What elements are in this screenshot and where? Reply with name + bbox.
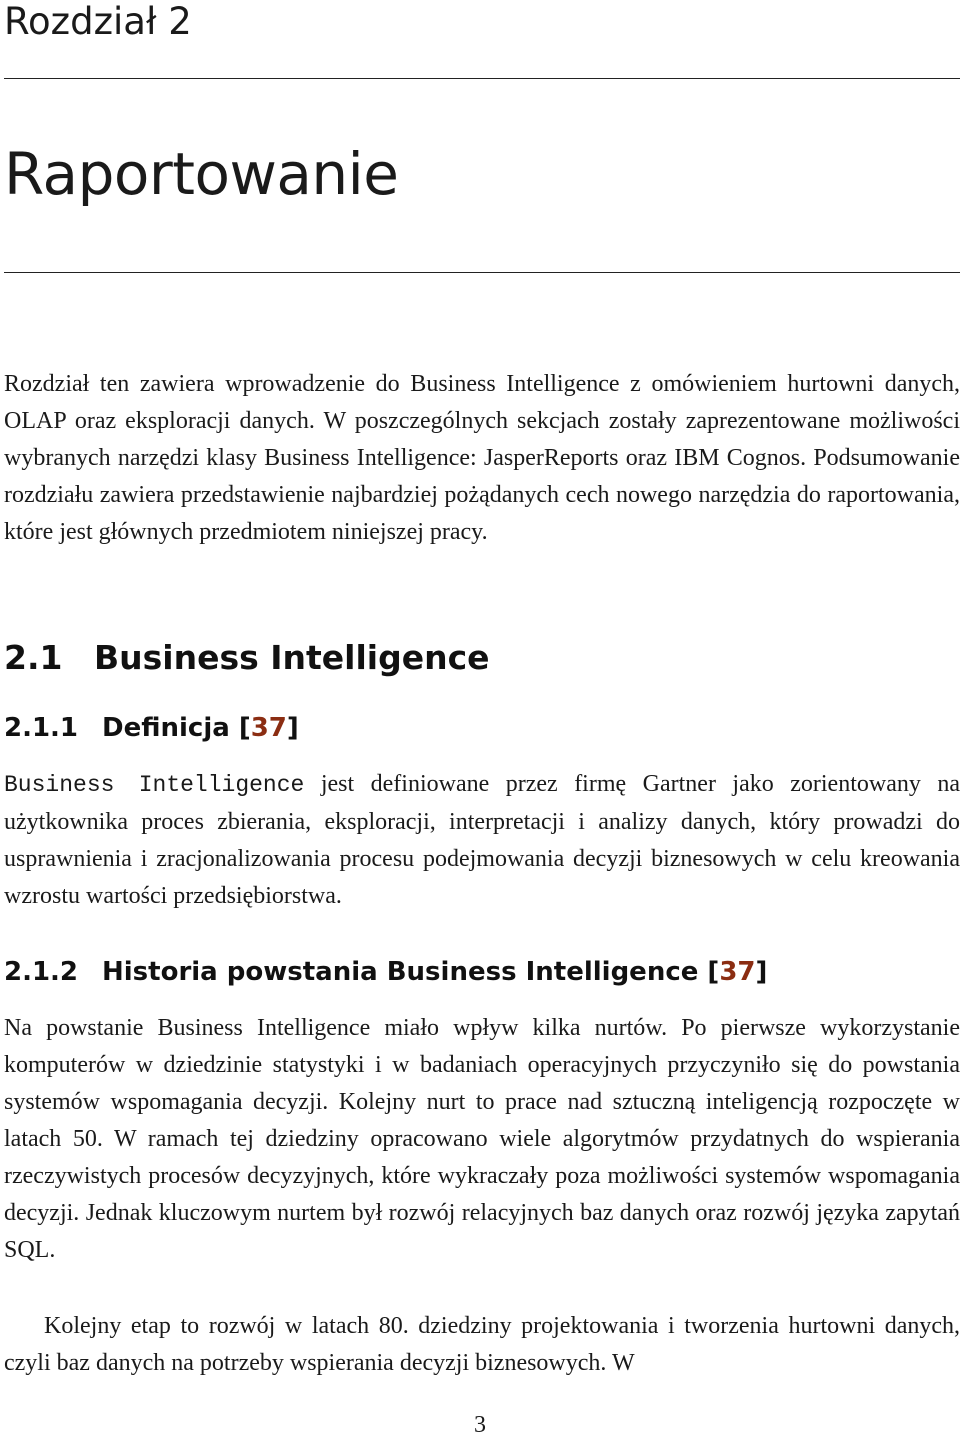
definition-body: jest definiowane przez firmę Gartner jako zorientowany na użytkownika proces zbierania, eksploracji, interpretacji i analizy danych, który prowadzi do usprawnienia i zracjonalizowania procesu podejmowania decyzji biznesowych w celu kreowania wzrostu wartości przedsiębiorstwa. bbox=[4, 771, 960, 909]
top-rule bbox=[4, 78, 960, 79]
term-monospace: Business Intelligence bbox=[4, 772, 305, 798]
subsection-title: Historia powstania Business Intelligence [ bbox=[102, 957, 720, 987]
bottom-rule bbox=[4, 272, 960, 273]
chapter-label: Rozdział 2 bbox=[4, 0, 192, 43]
page-number: 3 bbox=[474, 1412, 486, 1438]
section-number: 2.1 bbox=[4, 638, 63, 677]
subsection-number: 2.1.1 bbox=[4, 713, 79, 743]
citation-link[interactable]: 37 bbox=[250, 713, 287, 743]
subsection-number: 2.1.2 bbox=[4, 957, 79, 987]
chapter-title: Raportowanie bbox=[4, 140, 399, 208]
bracket-close: ] bbox=[286, 713, 299, 743]
subsection-heading-history bbox=[4, 954, 767, 990]
history-paragraph-2: Kolejny etap to rozwój w latach 80. dziedziny projektowania i tworzenia hurtowni danych, czyli baz danych na potrzeby wspierania decyzji biznesowych. W bbox=[4, 1313, 960, 1376]
subsection-heading-definition bbox=[4, 710, 299, 746]
citation-link[interactable]: 37 bbox=[719, 957, 756, 987]
intro-paragraph: Rozdział ten zawiera wprowadzenie do Business Intelligence z omówieniem hurtowni danych, OLAP oraz eksploracji danych. W poszczególnych sekcjach zostały zaprezentowane możliwości wybranych narzędzi klasy Business Intelligence: JasperReports oraz IBM Cognos. Podsumowanie rozdziału zawiera przedstawienie najbardziej pożądanych cech nowego narzędzia do raportowania, które jest głównych przedmiotem niniejszej pracy. bbox=[4, 371, 960, 545]
bracket-close: ] bbox=[755, 957, 768, 987]
section-heading bbox=[4, 636, 490, 680]
history-paragraph-1: Na powstanie Business Intelligence miało wpływ kilka nurtów. Po pierwsze wykorzystanie komputerów w dziedzinie statystyki i w badaniach operacyjnych przyczyniło się do powstania systemów wspomagania decyzji. Kolejny nurt to prace nad sztuczną inteligencją rozpoczęte w latach 50. W ramach tej dziedziny opracowano wiele algorytmów przydatnych do wspierania rzeczywistych procesów decyzyjnych, które wykraczały poza możliwości systemów wspomagania decyzji. Jednak kluczowym nurtem był rozwój relacyjnych baz danych oraz rozwój języka zapytań SQL. bbox=[4, 1015, 960, 1263]
subsection-title: Definicja [ bbox=[102, 713, 251, 743]
section-title: Business Intelligence bbox=[94, 638, 490, 677]
definition-paragraph bbox=[4, 766, 960, 915]
